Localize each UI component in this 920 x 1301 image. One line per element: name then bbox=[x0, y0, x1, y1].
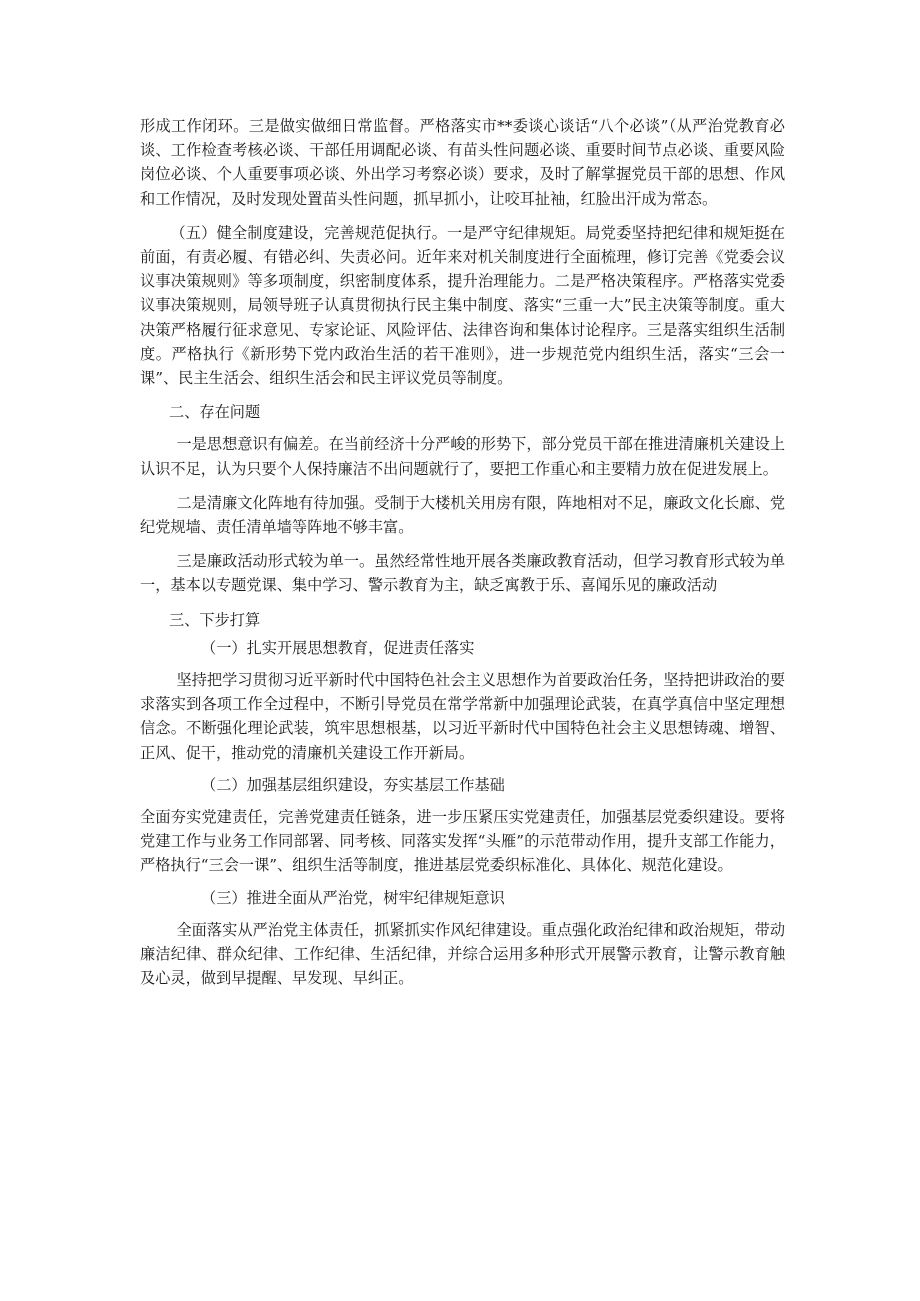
paragraph-strict-governance: 全面落实从严治党主体责任，抓紧抓实作风纪律建设。重点强化政治纪律和政治规矩，带动廉洁纪律、群众纪律、工作纪律、生活纪律，并综合运用多种形式开展警示教育，让警示教育触及心灵，做到早提醒、早发现、早纠正。 bbox=[140, 920, 785, 988]
paragraph-supervision: 形成工作闭环。三是做实做细日常监督。严格落实市**委谈心谈话“八个必谈”（从严治党教育必谈、工作检查考核必谈、干部任用调配必谈、有苗头性问题必谈、重要时间节点必谈、重要风险岗位必谈、个人重要事项必谈、外出学习考察必谈）要求，及时了解掌握党员干部的思想、作风和工作情况，及时发现处置苗头性问题，抓早抓小，让咬耳扯袖，红脸出汗成为常态。 bbox=[140, 117, 785, 208]
subheading-grassroots-organization: （二）加强基层组织建设，夯实基层工作基础 bbox=[201, 775, 505, 794]
paragraph-system-building: （五）健全制度建设，完善规范促执行。一是严守纪律规矩。局党委坚持把纪律和规矩挺在前面，有责必履、有错必纠、失责必问。近年来对机关制度进行全面梳理，修订完善《党委会议议事决策规则》等多项制度，织密制度体系，提升治理能力。二是严格决策程序。严格落实党委议事决策规则，局领导班子认真贯彻执行民主集中制度、落实“三重一大”民主决策等制度。重大决策严格履行征求意见、专家论证、风险评估、法律咨询和集体讨论程序。三是落实组织生活制度。严格执行《新形势下党内政治生活的若干准则》，进一步规范党内组织生活，落实“三会一课”、民主生活会、组织生活会和民主评议党员等制度。 bbox=[140, 223, 785, 388]
section-heading-problems: 二、存在问题 bbox=[169, 403, 261, 422]
paragraph-grassroots-organization: 全面夯实党建责任，完善党建责任链条，进一步压紧压实党建责任，加强基层党委织建设。要将党建工作与业务工作同部署、同考核、同落实发挥“头雁”的示范带动作用，提升支部工作能力，严格执行“三会一课”、组织生活等制度，推进基层党委织标准化、具体化、规范化建设。 bbox=[140, 808, 785, 875]
subheading-ideological-education: （一）扎实开展思想教育，促进责任落实 bbox=[201, 638, 475, 657]
paragraph-problem-1: 一是思想意识有偏差。在当前经济十分严峻的形势下，部分党员干部在推进清廉机关建设上认识不足，认为只要个人保持廉洁不出问题就行了，要把工作重心和主要精力放在促进发展上。 bbox=[140, 435, 785, 478]
section-heading-next-steps: 三、下步打算 bbox=[169, 610, 261, 629]
paragraph-ideological-education: 坚持把学习贯彻习近平新时代中国特色社会主义思想作为首要政治任务，坚持把讲政治的要求落实到各项工作全过程中，不断引导党员在常学常新中加强理论武装，在真学真信中坚定理想信念。不断强化理论武装，筑牢思想根基，以习近平新时代中国特色社会主义思想铸魂、增智、正风、促干，推动党的清廉机关建设工作开新局。 bbox=[140, 671, 785, 762]
subheading-strict-governance: （三）推进全面从严治党，树牢纪律规矩意识 bbox=[201, 888, 505, 907]
paragraph-problem-3: 三是廉政活动形式较为单一。虽然经常性地开展各类廉政教育活动，但学习教育形式较为单一，基本以专题党课、集中学习、警示教育为主，缺乏寓教于乐、喜闻乐见的廉政活动 bbox=[140, 552, 785, 595]
document-page bbox=[140, 114, 785, 991]
paragraph-problem-2: 二是清廉文化阵地有待加强。受制于大楼机关用房有限，阵地相对不足，廉政文化长廊、党纪党规墙、责任清单墙等阵地不够丰富。 bbox=[140, 493, 785, 537]
